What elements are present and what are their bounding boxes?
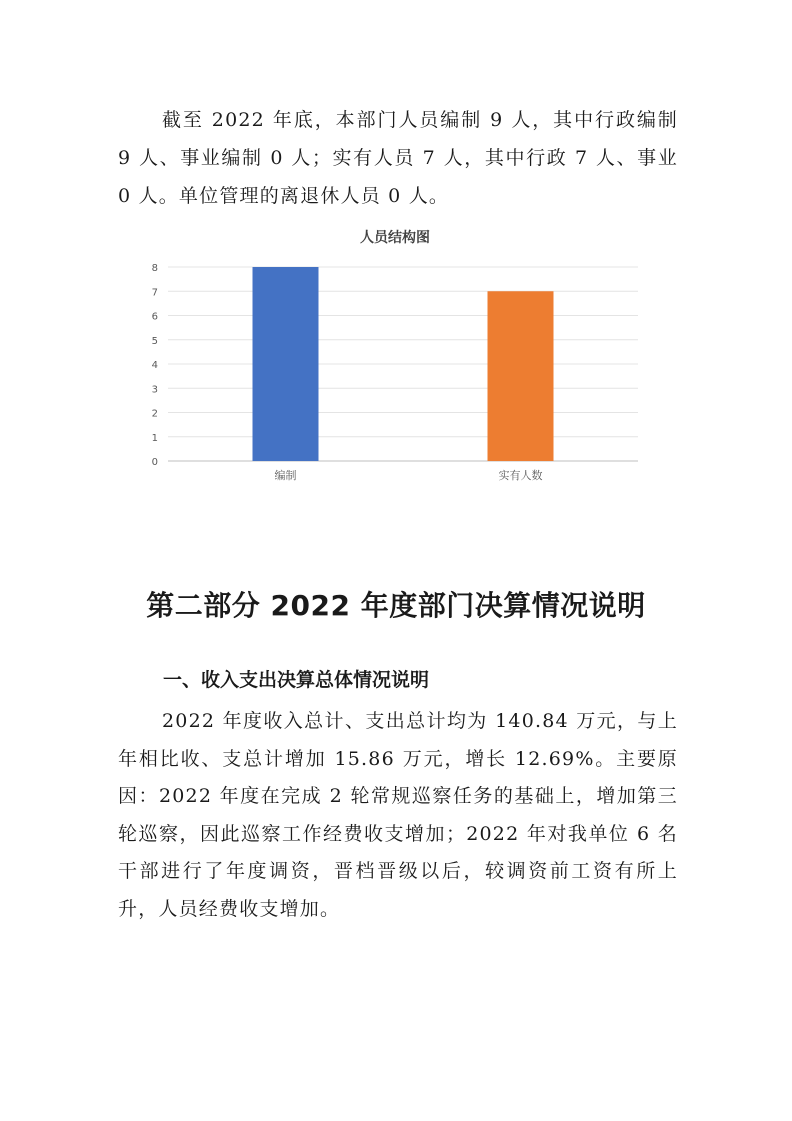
bar-chart-svg [140, 222, 650, 492]
y-tick-label: 2 [151, 408, 158, 420]
y-tick-label: 4 [151, 360, 158, 371]
chart-x-ticks [275, 468, 543, 482]
personnel-structure-chart [140, 222, 650, 492]
x-tick-label: 实有人数 [498, 469, 543, 482]
y-tick-label: 1 [151, 432, 158, 444]
y-tick-label: 3 [151, 384, 158, 396]
subsection-title: 一、收入支出决算总体情况说明 [163, 669, 430, 691]
chart-y-ticks [152, 263, 158, 468]
intro-paragraph: 截至 2022 年底，本部门人员编制 9 人，其中行政编制 9 人、事业编制 0 人；实有人员 7 人，其中行政 7 人、事业 0 人。单位管理的离退休人员 0 人。 [118, 109, 678, 207]
section-title: 第二部分 2022 年度部门决算情况说明 [146, 589, 646, 622]
bar-1 [488, 291, 554, 461]
chart-gridlines [168, 267, 638, 461]
bar-0 [253, 267, 319, 461]
income-expense-paragraph: 2022 年度收入总计、支出总计均为 140.84 万元，与上年相比收、支总计增加 15.86 万元，增长 12.69%。主要原因：2022 年度在完成 2 轮常规巡察任务的基础上，增加第三轮巡察，因此巡察工作经费收支增加；2022 年对我单位 6 名干部进行了年度调资，晋档晋级以后，较调资前工资有所上升，人员经费收支增加。 [118, 710, 678, 920]
x-tick-label: 编制 [274, 469, 297, 482]
y-tick-label: 5 [151, 335, 158, 347]
y-tick-label: 6 [151, 311, 158, 323]
y-tick-label: 0 [151, 457, 158, 468]
chart-title: 人员结构图 [360, 230, 430, 246]
y-tick-label: 8 [151, 263, 158, 274]
y-tick-label: 7 [151, 287, 158, 299]
